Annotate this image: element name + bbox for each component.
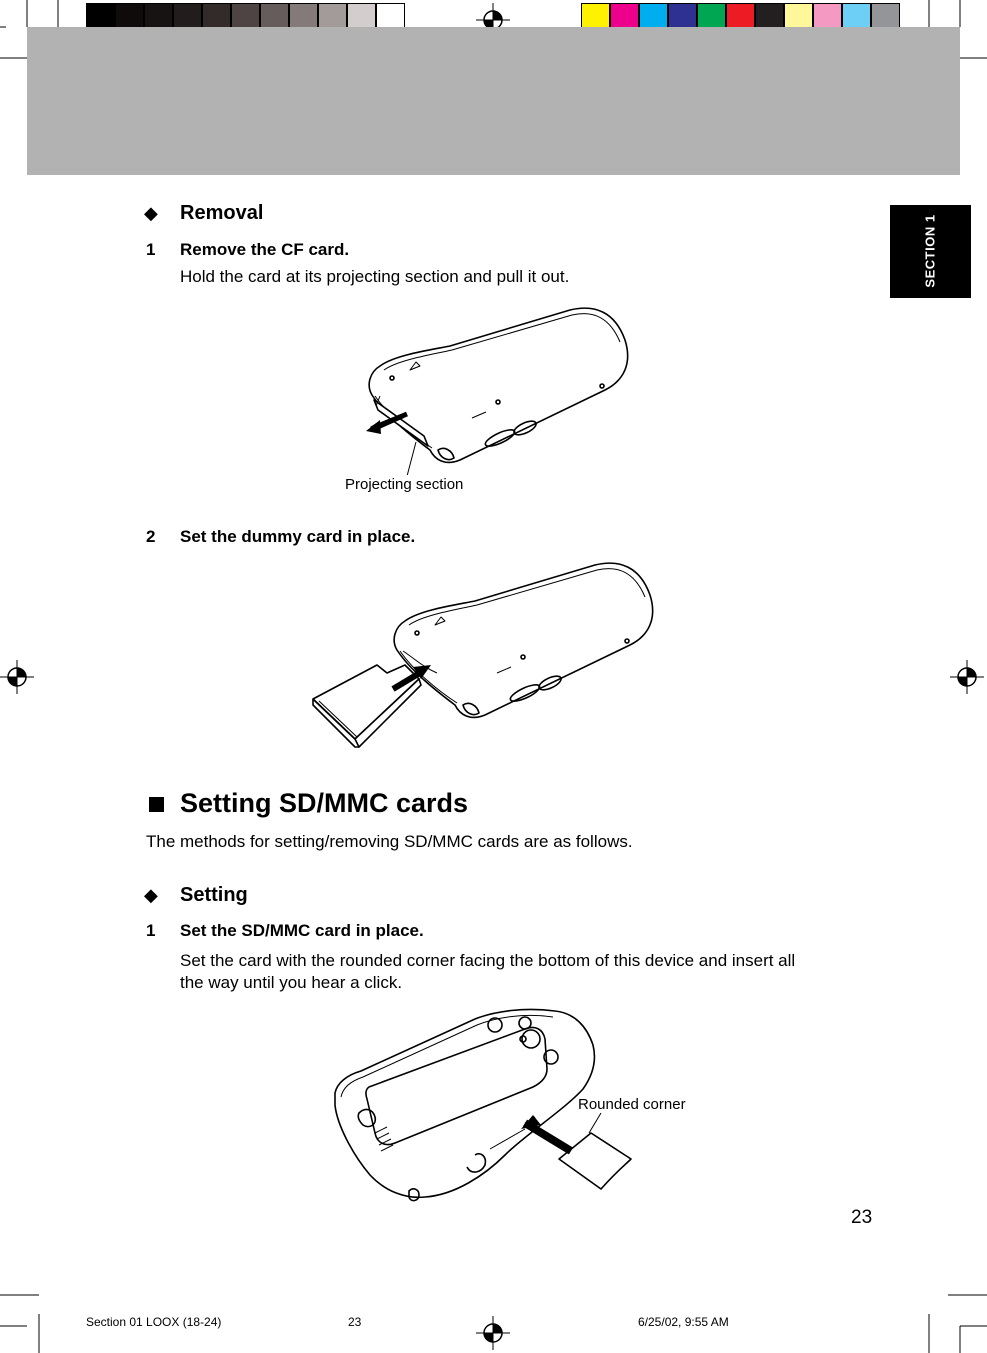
step-title: Set the dummy card in place. <box>180 527 416 546</box>
header-band <box>27 27 960 175</box>
section-heading: Setting SD/MMC cards <box>180 788 469 818</box>
setting-heading: Setting <box>180 884 248 906</box>
diamond-bullet-icon: ◆ <box>144 203 158 223</box>
diamond-bullet-icon: ◆ <box>144 885 158 905</box>
registration-mark-icon <box>476 1316 510 1350</box>
figure-label: Rounded corner <box>578 1096 686 1113</box>
footer-right: 6/25/02, 9:55 AM <box>638 1315 729 1329</box>
step-text: Hold the card at its projecting section and pull it out. <box>180 267 570 286</box>
step-text: the way until you hear a click. <box>180 973 403 992</box>
footer-left: Section 01 LOOX (18-24) <box>86 1315 222 1329</box>
removal-heading: Removal <box>180 202 264 224</box>
registration-mark-icon <box>950 660 984 694</box>
footer-middle: 23 <box>348 1315 362 1329</box>
section-tab <box>890 205 971 298</box>
step-title: Set the SD/MMC card in place. <box>180 921 424 940</box>
section-intro: The methods for setting/removing SD/MMC cards are as follows. <box>146 832 633 851</box>
square-bullet-icon <box>149 797 164 812</box>
page-number: 23 <box>851 1207 873 1228</box>
figure-dummy-card <box>305 555 665 755</box>
step-number: 1 <box>146 921 156 940</box>
figure-label: Projecting section <box>345 476 464 493</box>
figure-remove-cf-card <box>340 300 640 475</box>
step-number: 2 <box>146 527 156 546</box>
registration-mark-icon <box>0 660 34 694</box>
step-number: 1 <box>146 240 156 259</box>
step-text: Set the card with the rounded corner facing the bottom of this device and insert all <box>180 951 796 970</box>
step-title: Remove the CF card. <box>180 240 350 259</box>
section-tab-label: SECTION 1 <box>922 214 938 288</box>
